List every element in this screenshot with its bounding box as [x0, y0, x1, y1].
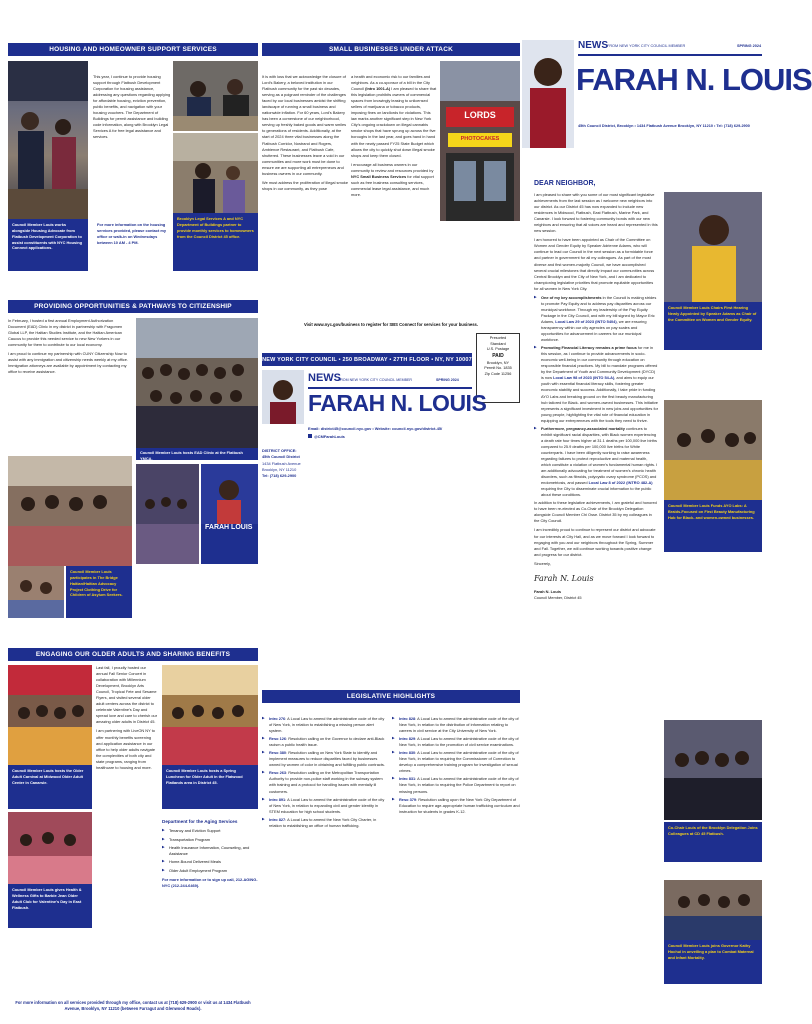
intro-1001a: (Intro 1001-A) [365, 86, 391, 92]
mailer-social[interactable]: @CMFarahLouis [308, 434, 345, 439]
housing-body: This year, I continue to provide housing support through Flatbush Development Corporation for housing assistance, addressing any questions regarding applying for affordable housing, eviction prevention, public benefits, and navigation with your housing vouchers. The Department of Buildings for permit assistance and building code information, along with Brooklyn Legal Services A for free legal assistance and services. [93, 74, 171, 140]
mailer-contact[interactable]: Email: district45@council.nyc.gov • Website: council.nyc.gov/district-45/ [308, 426, 443, 431]
right-caption-1: Council Member Louis Chairs First Hearing Newly Appointed by Speaker Adams as Chair of the Committee on Women and Gender Equity. [664, 302, 762, 350]
citizenship-photo-event [136, 464, 199, 564]
aging-service-item: ▶ Older Adult Employment Program [162, 868, 258, 874]
masthead-rule [578, 54, 762, 56]
lords-sign: LORDS [464, 110, 496, 120]
housing-title: HOUSING AND HOMEOWNER SUPPORT SERVICES [8, 43, 258, 56]
older-adults-title: ENGAGING OUR OLDER ADULTS AND SHARING BENEFITS [8, 648, 258, 661]
citizenship-photo-drive [8, 456, 132, 566]
small-business-col1-text: It is with loss that we acknowledge the closure of Lord's Bakery, a beloved institution in our Flatbush community for the past six decades, serving as a poignant reminder of the challenges faced by our local businesses amidst the shifting landscape of running a small business and nationwide inflation. For 60 years, Lord's Bakery has been a cornerstone of our neighborhood, serving up freshly baked goods and warm smiles to generations of residents. Additionally, at the start of 2024 three vital businesses along the Flatbush Corridor, Nostrand and Rogers, Ambience Restaurant, and Flatbush Cafe, shuttered. These businesses leave a void in our communities and more work must be done to ensure we are supporting all entrepreneurs and business owners in our community. [262, 74, 347, 176]
postage-line: Permit No. 1835 [484, 366, 512, 371]
nyc-sbs: NYC Small Business Services [351, 173, 407, 179]
letter-p2: I am honored to have been appointed as Chair of the Committee on Women and Gender Equity by Speaker Adrienne Adams, who will continue to lead our Council in the next session as a formidable force and partner in government for all my colleagues. As part of the most diverse and first women-majority Council, we have accomplished several crucial milestones that directly impact our communities across Central Brooklyn and the City of New York, and I am dedicated to championing legislative priorities that promote equitable opportunities for all women in New York City. [534, 237, 655, 291]
letter-bullet-3: ▶ Furthermore, pregnancy-associated mortality continues to exhibit significant racial disparities, with Black women experiencing a death rate four times higher at 31.1 deaths per 100,000 live births compared to 25.9 deaths per 100,000 live births for White counterparts. I have been diligently working to raise awareness regarding failures to protect reproductive and maternal health, which constitute a violation of women's fundamental human rights. I am additionally advocating for treatment of women's chronic health disorders, such as fibroids, polycystic ovary syndrome (PCOS) and endometriosis, and passed Local Law 8 of 2022 (INTRO 482-A) requiring the City to disseminate crucial information to the public about these conditions. [534, 426, 658, 499]
letter-closing: Sincerely, [534, 560, 551, 566]
letter-greeting: DEAR NEIGHBOR, [534, 180, 596, 187]
aging-services [162, 818, 258, 889]
small-business-title: SMALL BUSINESSES UNDER ATTACK [262, 43, 520, 56]
legislative-item: ▶ Intro 828: A Local Law to amend the administrative code of the city of New York, in relation to the distribution of information relating to careers in civil service at the City University of New York. [392, 716, 520, 734]
legislative-item: ▶ Intro 827: A Local Law to amend the New York City Charter, in relation to establishing an office of human trafficking. [262, 817, 388, 829]
aging-service-item: ▶ Home-Bound Delivered Meals [162, 859, 258, 865]
citizenship-photo-kids [8, 566, 64, 618]
letter-p1: I am pleased to share with you some of our most significant legislative achievements from the last session as I welcome new neighbors into our district. As our District 45 has now expanded to include new residences in Midwood, Flatbush, East Flatbush, Marine Park, and Canarsie. I look forward to fostering community bonds with our new neighbors and ensuring that all voices are heard and represented in this new session. [534, 192, 658, 234]
aging-service-item: ▶ Tenancy and Eviction Support [162, 828, 258, 834]
masthead-name: FARAH N. LOUIS [576, 62, 812, 97]
legislative-item: ▶ Intro 276: A Local Law to amend the administrative code of the city of New York, in relation to establishing a missing person alert system. [262, 716, 388, 734]
aging-service-item: ▶ Transportation Program [162, 837, 258, 843]
office-label: DISTRICT OFFICE: [262, 448, 297, 453]
right-photo-4 [664, 880, 762, 940]
citizenship-body [8, 318, 132, 448]
letter-p4: I am incredibly proud to continue to represent our district and advocate for our interests at City Hall, and as we move forward I look forward to engaging with you and our neighbors throughout the Spring, Summer and Fall. Together, we will continue working towards positive change and progress for our district. [534, 527, 656, 557]
cover-name-label: FARAH LOUIS [205, 524, 253, 531]
aging-contact[interactable]: For more information or to sign up call, 212-AGING-NYC (212-244-6469). [162, 876, 258, 889]
letter-p3: In addition to these legislative achievements, I am grateful and honored to have been re-elected as Co-Chair of the Brooklyn Delegation alongside Council Member Chi Osse. District 35 by my colleagues in the City Council. [534, 500, 657, 524]
postage-line: Presorted [489, 336, 507, 340]
legislative-item: ▶ Intro 829: A Local Law to amend the administrative code of the city of New York, in relation to the promotion of civil service examinations. [392, 736, 520, 748]
masthead-address: 45th Council District, Brooklyn • 1434 Flatbush Avenue Brooklyn, NY 11210 • Tel: (718) 629-2900 [578, 124, 750, 128]
right-photo-5 [664, 720, 762, 820]
mailer-season: SPRING 2024 [436, 378, 459, 382]
older-body [96, 665, 158, 925]
housing-photo-2 [173, 61, 258, 131]
legislative-item: ▶ Reso 263: Resolution calling on the Metropolitan Transportation Authority to provide non-police staff working in the subway system with training and a protocol for handling issues with mentally ill customers. [262, 770, 388, 794]
housing-caption-left: Council Member Louis works alongside Housing Advocate from Flatbush Development Corporation to assist constituents with NYC Housing Connect applications. [8, 219, 88, 271]
legislative-item: ▶ Intro 891: A Local Law to amend the administrative code of the city of New York, in relation to expanding civil and gender identity in STEM education for high school students. [262, 797, 388, 815]
masthead-from: FROM NEW YORK CITY COUNCIL MEMBER [607, 44, 686, 48]
aging-service-item: ▶ Health Insurance Information, Counseling, and Assistance [162, 845, 258, 858]
masthead-season: SPRING 2024 [737, 44, 762, 48]
mailer-name: FARAH N. LOUIS [308, 390, 487, 416]
office-line: 45th Council District [262, 454, 300, 460]
older-body-2: I am partnering with LiveON NY to offer monthly benefits screening and application assistance in our office to help older adults navigate the complexities of both city and state programs, ranging from healthcare to housing and more. [96, 728, 155, 770]
letter-body [534, 192, 658, 894]
older-caption-2: Council Member Louis hosts a Spring Luncheon for Older Adult in the Flatwood Flatlands area in District 45. [162, 765, 258, 809]
lords-bakery-photo [440, 61, 520, 221]
postage-line: Zip Code 11256 [484, 371, 512, 376]
small-business-col1 [262, 74, 348, 314]
small-business-visit[interactable]: Visit www.nyc.gov/business to register for SBS Connect for services for your business. [303, 322, 479, 327]
mailer-from: FROM NEW YORK CITY COUNCIL MEMBER [338, 378, 413, 382]
legislative-item: ▶ Intro 831: A Local Law to amend the administrative code of the city of New York, in relation to requiring the Police Department to report on missing persons. [392, 776, 520, 794]
older-photo-3 [8, 812, 92, 884]
legislative-item: ▶ Intro 830: A Local Law to amend the administrative code of the city of New York, in relation to requiring the Commissioner of Correction to develop a comprehensive training program for investigation of sexual crimes. [392, 750, 520, 774]
housing-photo-1 [8, 61, 88, 219]
older-body-1: Last fall, I proudly hosted our annual Fall Senior Concert in collaboration with Millennium Development, Brooklyn Arts Council, Tropical Fete and Sesame Flyers, and visited several older adult centers across the district to celebrate Valentine's Day and spread love and care to cherish our amazing older adults in District 45. [96, 665, 157, 725]
small-business-col2a: a health and economic risk to our families and neighbors. As a co-sponsor of a bill in the City Council [351, 74, 431, 92]
citizenship-photo-cover [201, 464, 258, 564]
mailer-portrait [262, 370, 304, 424]
legislative-title: LEGISLATIVE HIGHLIGHTS [262, 690, 520, 703]
citizenship-caption-asylum: Council Member Louis participates in The Bridge Haitian/Haitian Advocacy Project Clothing Drive for Children of Asylum Seekers. [66, 566, 132, 618]
letter-bullet-2: ▶ Promoting Financial Literacy remains a prime focus for me in this session, as I continue to provide advancements in socio-economic well-being in our community through education on responsible financial practices. My bill to mandate programs offered by the Department of Youth and Community Development (DYCD) is now Local Law 98 of 2023 (INTO 54-A), and aims to equip our youth with essential financial literacy skills, fostering greater economic stability and success. Additionally, I take pride in funding AYO Labs and breaking ground on the first beauty manufacturing hub tailored for Black- and women-owned businesses. This initiative represents a significant investment in new jobs and opportunities for young people, highlighting the vital role of financial education in equipping our entrepreneurs with the tools they need to thrive. [534, 345, 658, 424]
citizenship-body-2: I am proud to continue my partnership with CUNY Citizenship Now to assist with any immigration and citizenship needs weekly at my office. Immigration attorneys are available by appointment by contacting my office to receive assistance. [8, 351, 128, 375]
housing-info-box: For more information on the housing services provided, please contact my office or walk-in on Wednesdays between 10 AM - 4 PM. [93, 219, 171, 271]
citizenship-caption-main: Council Member Louis hosts EAD Clinic at the Flatbush YMCA. [136, 448, 258, 460]
office-line: 1434 Flatbush Avenue [262, 460, 301, 466]
masthead-news: NEWS [578, 40, 608, 51]
postage-paid: PAID [492, 353, 504, 360]
older-footer: For more information on all services provided through my office, contact us at (718) 629-2900 or visit us at 1434 Flatbush Avenue, Brooklyn, NY 11210 (between Farragut and Glenwood Roads). [15, 1000, 251, 1012]
small-business-col1b-text: We must address the proliferation of illegal smoke shops in our community, as they pose [262, 179, 348, 191]
small-business-col2b: I am pleased to share that this legislation prohibits owners of commercial spaces from knowingly leasing to unlicensed sellers of marijuana or tobacco products, imposing fines on landlords for violations. This law marks another significant step in New York City's ongoing crackdown on illegal cannabis smoke shops that have sprung up across the five boroughs in the last year, and goes hand in hand with the newly passed FY25 State Budget which allows the city to quickly shut down illegal smoke shops and keep them closed. [351, 86, 437, 158]
right-photo-2 [664, 400, 762, 500]
older-photo-2 [162, 665, 258, 765]
postage-line: U.S. Postage [486, 347, 510, 352]
citizenship-title: PROVIDING OPPORTUNITIES & PATHWAYS TO CITIZENSHIP [8, 300, 258, 313]
letter-sig-block: Farah N. Louis Council Member, District 45 [534, 589, 582, 600]
citizenship-photo-main [136, 318, 258, 448]
letter-bullet-1: ▶ One of my key accomplishments in the Council is making strides to promote Pay Equity and to address pay disparities across our municipal workforce. Through my leadership of the Pay Equity Package in the City Council, and with my bill signed by Mayor Eric Adams, Local Law 29 of 2023 (INTO 5404), we are ensuring transparency within our city agencies on pay scales and opportunities for advancement in careers for our municipal workforce. [534, 295, 658, 343]
photocakes-sign: PHOTOCAKES [460, 136, 500, 142]
postage-line: Brooklyn, NY [486, 360, 510, 365]
masthead-portrait [522, 40, 574, 148]
older-caption-3: Council Member Louis gives Health & Wellness Gifts to Barbie Jean Older Adult Club for Valentine's Day in East Flatbush. [8, 884, 92, 928]
mailer-news: NEWS [308, 372, 341, 384]
legislative-item: ▶ Reso 379: Resolution calling upon the New York City Department of Education to require age-appropriate human trafficking curriculum and instruction for students in grades K-12. [392, 797, 520, 815]
small-business-col2 [351, 74, 437, 314]
housing-photo-3 [173, 133, 258, 213]
legislative-item: ▶ Reso 126: Resolution calling on the Governor to declare anti-Black racism a public health issue. [262, 736, 388, 748]
right-photo-1 [664, 192, 762, 302]
aging-dept-title: Department for the Aging Services [162, 819, 238, 824]
legislative-col2 [392, 716, 520, 1016]
legislative-col1 [262, 716, 388, 1016]
housing-caption-right: Brooklyn Legal Services A and NYC Department of Buildings partner to provide monthly services to homeowners from the Council District 45 office. [173, 213, 258, 271]
office-line: Tel: (718) 629-2900 [262, 473, 297, 478]
small-business-col2d: for vital support such as free business consulting services, commercial lease legal assistance, and much more. [351, 173, 434, 197]
small-business-col2c: I encourage all business owners in our community to review and resources provided by [351, 161, 434, 173]
right-caption-2: Council Member Louis Funds AYO Labs: A Braids-Focused on First Beauty Manufacturing Hub for Black- and women-owned businesses. [664, 500, 762, 552]
social-icon [308, 434, 312, 438]
older-caption-1: Council Member Louis hosts the Older Adult Carnival at Midwood Older Adult Center in Canarsie. [8, 765, 92, 809]
older-photo-1 [8, 665, 92, 765]
office-line: Brooklyn, NY 11210 [262, 466, 297, 472]
mailer-office [262, 448, 352, 479]
right-caption-3: Co-Chair Louis of the Brooklyn Delegation Joins Colleagues at CD 45 Flatbush. [664, 822, 762, 862]
postage-line: Standard [490, 341, 506, 346]
letter-signature: Farah N. Louis [534, 573, 594, 583]
mailer-rule [308, 387, 472, 389]
right-caption-4: Council Member Louis joins Governor Kathy Hochul in unveiling a plan to Combat Maternal and Infant Mortality. [664, 940, 762, 984]
legislative-item: ▶ Reso 380: Resolution calling on New York State to identify and implement measures to reduce disparities faced by businesses owned by women of color in obtaining and fulfilling public contracts. [262, 750, 388, 768]
citizenship-body-1: In February, I hosted a first annual Employment Authorization Document (EAD) Clinic in my district in partnership with Fragomen Global LLP, the Haitian Studies Institute, and the Haitian American Caucus to provide this needed service to new New Yorkers in our community for them to contribute to our local economy. [8, 318, 123, 348]
mailer-return-bar: NEW YORK CITY COUNCIL • 250 BROADWAY • 27TH FLOOR • NY, NY 10007 [262, 353, 472, 366]
